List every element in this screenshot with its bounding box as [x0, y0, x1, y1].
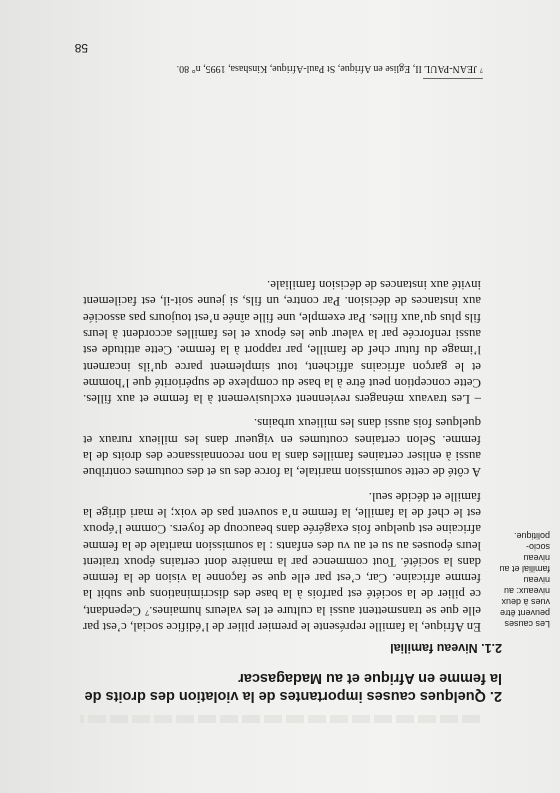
subsection-title: 2.1. Niveau familial: [390, 641, 502, 655]
footnote: ⁷ JEAN-PAUL II, Eglise en Afrique, St Paul-Afrique, Kinshasa, 1995, n° 80.: [176, 63, 483, 74]
page-number: 58: [74, 41, 88, 55]
margin-note: [498, 523, 550, 629]
margin-note-text: Les causes peuvent être vues à deux niveaux: au niveau familial et au niveau socio-politique.: [499, 531, 550, 629]
body-text: [83, 269, 481, 635]
bleed-through-text: [80, 715, 480, 723]
paragraph: En Afrique, la famille représente le premier pilier de l’édifice social, c’est par elle que se transmettent aussi la culture et les valeurs humaines.⁷ Cependant, ce pilier de la société est parfois à la base des discriminations que subit la femme africaine. Car, c’est par elle que se façonne la vision de la femme dans la société. Tout commence par la manière dont certains époux traitent leurs épouses au su et au vu des enfants : la soumission maritale de la femme africaine est quelque fois exagérée dans beaucoup de foyers. Comme l’époux est le chef de la famille, la femme n’a souvent pas de voix; le mari dirige la famille et décide seul.: [83, 489, 481, 634]
footnote-rule: [423, 78, 483, 79]
section-title: 2. Quelques causes importantes de la violation des droits de la femme en Afrique et au Madagascar: [84, 670, 502, 704]
paragraph: A côté de cette soumission maritale, la force des us et des coutumes contribue aussi à enliser certaines familles dans la non reconnaissance des droits de la femme. Selon certaines coutumes en vigueur dans les milieux ruraux et quelques fois aussi dans les milieux urbains.: [82, 416, 481, 480]
paragraph: – Les travaux ménagers reviennent exclusivement à la femme et aux filles. Cette conception peut être à la base du complexe de supériorité que l’homme et le garçon africains affichent, tout simplement parce qu’ils incarnent l’image du futur chef de famille, par rapport à la femme. Cette attitude est aussi renforcée par la valeur que les époux et les familles accordent à leurs fils plus qu’aux filles. Par exemple, une fille aînée n’est toujours pas associée aux instances de décision. Par contre, un fils, si jeune soit-il, est facilement invité aux instances de décision familiale.: [83, 278, 481, 407]
